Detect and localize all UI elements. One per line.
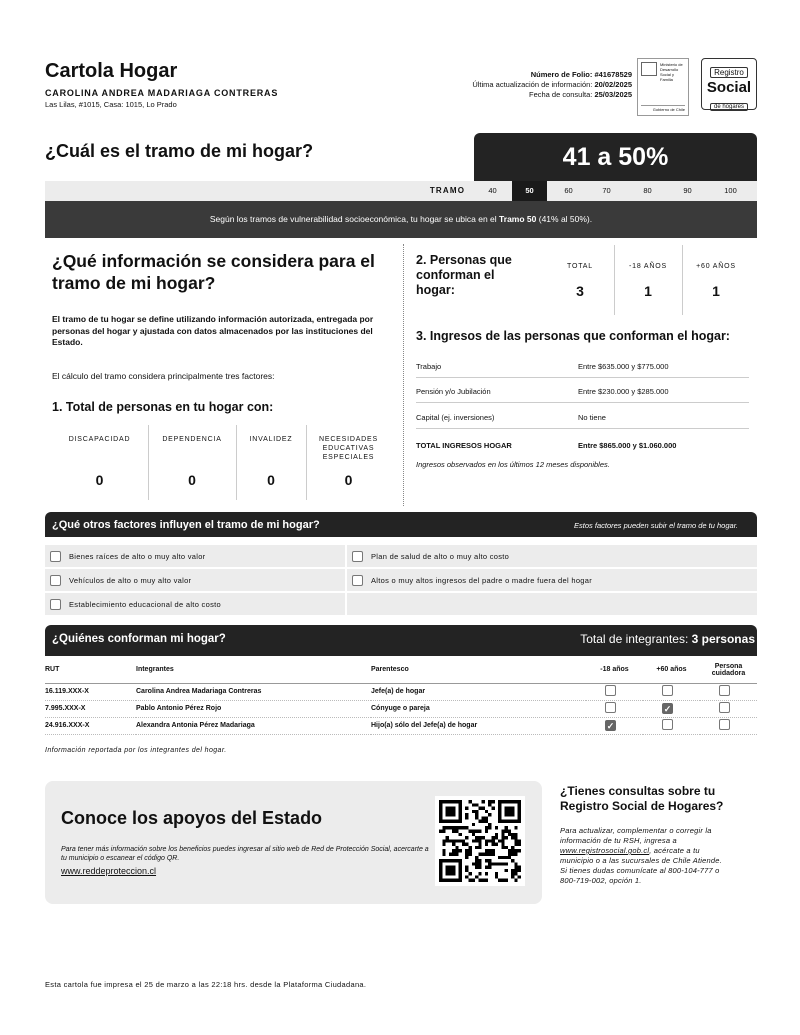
ministry-line-2: Desarrollo bbox=[660, 67, 679, 72]
ingresos-key: Trabajo bbox=[416, 361, 442, 371]
tramo-scale-label: TRAMO bbox=[429, 186, 466, 195]
tramo-msg-pre: Según los tramos de vulnerabilidad socioeconómica, tu hogar se ubica en el bbox=[209, 214, 500, 224]
cell-rut: 24.916.XXX-X bbox=[45, 717, 136, 734]
ingresos-total-value: Entre $865.000 y $1.060.000 bbox=[578, 441, 677, 450]
info-p1-a: El tramo de tu hogar se define utilizando bbox=[52, 314, 219, 324]
otros-item-label: Altos o muy altos ingresos del padre o madre fuera del hogar bbox=[371, 575, 593, 585]
tramo-cell: 90 bbox=[683, 186, 692, 195]
table-row bbox=[45, 683, 757, 700]
personas-total-label: TOTAL bbox=[567, 263, 593, 270]
updated-value: 20/02/2025 bbox=[594, 80, 632, 90]
otros-grid bbox=[45, 545, 757, 617]
ingresos-row bbox=[416, 380, 749, 403]
count-label-dependencia: DEPENDENCIA bbox=[162, 436, 222, 443]
col-integrantes: Integrantes bbox=[136, 657, 371, 683]
print-footer: Esta cartola fue impresa el 25 de marzo a las 22:18 hrs. desde la Plataforma Ciudadana. bbox=[45, 980, 367, 989]
otros-item-label: Plan de salud de alto o muy alto costo bbox=[371, 551, 510, 561]
checkbox[interactable] bbox=[719, 685, 730, 696]
integrantes-total-label: Total de integrantes: bbox=[580, 632, 692, 646]
count-value-nee: 0 bbox=[344, 472, 353, 488]
personas-u18-label: -18 AÑOS bbox=[629, 263, 667, 270]
integrantes-title: ¿Quiénes conforman mi hogar? bbox=[52, 633, 226, 645]
consultas-title: ¿Tienes consultas sobre tu Registro Social de Hogares? bbox=[560, 784, 724, 813]
consult-value: 25/03/2025 bbox=[594, 90, 632, 100]
section-divider bbox=[403, 244, 404, 506]
ingresos-key: Pensión y/o Jubilación bbox=[416, 386, 491, 396]
ingresos-value: No tiene bbox=[578, 412, 606, 422]
divider bbox=[682, 245, 683, 315]
integrantes-note: Información reportada por los integrantes del hogar. bbox=[45, 747, 227, 754]
cell-name: Carolina Andrea Madariaga Contreras bbox=[136, 683, 371, 700]
holder-address: Las Lilas, #1015, Casa: 1015, Lo Prado bbox=[45, 100, 177, 109]
tramo-msg-post: (41% al 50%). bbox=[536, 214, 593, 224]
chile-seal-icon bbox=[641, 62, 657, 76]
ingresos-title: 3. Ingresos de las personas que conforman el hogar: bbox=[416, 329, 730, 343]
cell-rel: Cónyuge o pareja bbox=[371, 700, 586, 717]
integrantes-total bbox=[580, 632, 755, 646]
cell-rel: Hijo(a) sólo del Jefe(a) de hogar bbox=[371, 717, 586, 734]
otros-item bbox=[45, 545, 345, 567]
section-1-title: 1. Total de personas en tu hogar con: bbox=[52, 400, 274, 414]
checkbox[interactable] bbox=[50, 551, 61, 562]
ministry-line-4: Familia bbox=[660, 77, 673, 82]
info-paragraph bbox=[52, 314, 387, 349]
personas-u18-value: 1 bbox=[644, 283, 652, 299]
tramo-cell: 70 bbox=[602, 186, 611, 195]
otros-row bbox=[45, 545, 757, 567]
rsh-logo-line-1: Registro bbox=[710, 67, 748, 78]
checkbox[interactable] bbox=[605, 685, 616, 696]
otros-note: Estos factores pueden subir el tramo de tu hogar. bbox=[574, 521, 738, 530]
otros-item-label: Establecimiento educacional de alto costo bbox=[69, 599, 221, 609]
table-row bbox=[45, 700, 757, 717]
integrantes-total-value: 3 personas bbox=[691, 632, 755, 646]
tramo-cell: 80 bbox=[643, 186, 652, 195]
table-header-row bbox=[45, 657, 757, 683]
folio-value: #41678529 bbox=[594, 70, 632, 79]
otros-item bbox=[45, 593, 345, 615]
consultas-text bbox=[560, 826, 730, 886]
ingresos-note: Ingresos observados en los últimos 12 meses disponibles. bbox=[416, 460, 610, 469]
count-value-dependencia: 0 bbox=[188, 472, 196, 488]
ingresos-total-row bbox=[416, 434, 749, 457]
apoyos-title: Conoce los apoyos del Estado bbox=[61, 808, 323, 828]
otros-item-label: Bienes raíces de alto o muy alto valor bbox=[69, 551, 206, 561]
tramo-question: ¿Cuál es el tramo de mi hogar? bbox=[45, 141, 314, 161]
ingresos-value: Entre $230.000 y $285.000 bbox=[578, 386, 669, 396]
tramo-msg-bold: Tramo 50 bbox=[499, 214, 537, 224]
ingresos-value: Entre $635.000 y $775.000 bbox=[578, 361, 669, 371]
cell-name: Pablo Antonio Pérez Rojo bbox=[136, 700, 371, 717]
personas-title: 2. Personas que conforman el hogar: bbox=[416, 253, 512, 297]
col-o60: +60 años bbox=[643, 657, 700, 683]
personas-o60-value: 1 bbox=[712, 283, 720, 299]
col-cuidadora: Persona cuidadora bbox=[700, 657, 757, 683]
cell-rut: 16.119.XXX-X bbox=[45, 683, 136, 700]
consultas-link[interactable]: www.registrosocial.gob.cl bbox=[560, 846, 650, 855]
otros-item-label: Vehículos de alto o muy alto valor bbox=[69, 575, 192, 585]
otros-item bbox=[345, 569, 757, 591]
col-rut: RUT bbox=[45, 657, 136, 683]
info-p1-b: información autorizada, bbox=[218, 314, 315, 324]
consultas-text-2: , acércate a tu municipio o a las sucursales de Chile Atiende. Si tienes dudas comunícate al 800-104-777 o 800-719-002, opción 1. bbox=[560, 846, 722, 885]
personas-total-value: 3 bbox=[576, 283, 584, 299]
cell-rut: 7.995.XXX-X bbox=[45, 700, 136, 717]
otros-title: ¿Qué otros factores influyen el tramo de mi hogar? bbox=[52, 519, 320, 531]
col-parentesco: Parentesco bbox=[371, 657, 586, 683]
checkbox[interactable] bbox=[662, 685, 673, 696]
info-p1-c: entregada por personas del hogar y ajustada con datos almacenados por las instituciones del Estado. bbox=[52, 314, 374, 347]
tramo-message bbox=[45, 201, 757, 238]
count-value-invalidez: 0 bbox=[267, 472, 275, 488]
consult-label: Fecha de consulta: bbox=[528, 90, 595, 100]
checkbox[interactable] bbox=[352, 575, 363, 586]
apoyos-link[interactable]: www.reddeproteccion.cl bbox=[61, 866, 157, 876]
ministry-logo bbox=[637, 58, 689, 116]
checkbox[interactable] bbox=[50, 599, 61, 610]
tramo-cell: 60 bbox=[564, 186, 573, 195]
count-label-nee: NECESIDADES EDUCATIVAS ESPECIALES bbox=[319, 436, 378, 461]
info-heading: ¿Qué información se considera para el tramo de mi hogar? bbox=[52, 251, 375, 293]
count-label-invalidez: INVALIDEZ bbox=[249, 436, 293, 443]
otros-item bbox=[45, 569, 345, 591]
cell-rel: Jefe(a) de hogar bbox=[371, 683, 586, 700]
consultas-text-1: Para actualizar, complementar o corregir la información de tu RSH, ingresa a bbox=[560, 826, 712, 845]
checkbox[interactable] bbox=[662, 719, 673, 730]
divider bbox=[614, 245, 615, 315]
count-value-discapacidad: 0 bbox=[95, 472, 104, 488]
holder-name: CAROLINA ANDREA MADARIAGA CONTRERAS bbox=[45, 88, 279, 98]
checkbox[interactable]: ✓ bbox=[663, 704, 672, 714]
apoyos-text: Para tener más información sobre los beneficios puedes ingresar al sitio web de Red de Protección Social, acercarte a tu municipio o escanear el código QR. bbox=[61, 846, 429, 862]
tramo-cell: 100 bbox=[724, 186, 737, 195]
table-row bbox=[45, 717, 757, 734]
checkbox[interactable]: ✓ bbox=[606, 721, 615, 731]
checkbox[interactable] bbox=[50, 575, 61, 586]
ministry-line-3: Social y bbox=[660, 72, 675, 77]
document-meta bbox=[472, 70, 632, 100]
info-paragraph-2: El cálculo del tramo considera principalmente tres factores: bbox=[52, 371, 275, 381]
ingresos-row bbox=[416, 355, 749, 378]
tramo-value: 41 a 50% bbox=[474, 133, 757, 181]
rsh-logo-line-2: Social bbox=[706, 79, 752, 96]
tramo-cell: 40 bbox=[488, 186, 497, 195]
col-u18: -18 años bbox=[586, 657, 643, 683]
checkbox[interactable] bbox=[605, 702, 616, 713]
otros-item-empty bbox=[345, 593, 757, 615]
ingresos-total-key: TOTAL INGRESOS HOGAR bbox=[416, 441, 512, 450]
folio-label: Número de Folio: bbox=[530, 70, 595, 79]
updated-label: Última actualización de información: bbox=[472, 80, 595, 90]
integrantes-table bbox=[45, 657, 757, 735]
qr-code-icon[interactable] bbox=[435, 796, 525, 886]
ministry-footer: Gobierno de Chile bbox=[641, 105, 685, 112]
cell-name: Alexandra Antonia Pérez Madariaga bbox=[136, 717, 371, 734]
rsh-logo-line-3: de hogares bbox=[710, 103, 748, 111]
otros-row bbox=[45, 593, 757, 615]
ministry-line-1: Ministerio de bbox=[660, 62, 683, 67]
ingresos-key: Capital (ej. inversiones) bbox=[416, 412, 495, 422]
otros-item bbox=[345, 545, 757, 567]
count-label-discapacidad: DISCAPACIDAD bbox=[68, 436, 131, 443]
tramo-cell-active: 50 bbox=[512, 181, 547, 201]
page-title: Cartola Hogar bbox=[45, 60, 178, 82]
personas-o60-label: +60 AÑOS bbox=[696, 263, 736, 270]
checkbox[interactable] bbox=[719, 719, 730, 730]
rsh-logo bbox=[701, 58, 757, 110]
otros-row bbox=[45, 569, 757, 591]
ingresos-row bbox=[416, 406, 749, 429]
checkbox[interactable] bbox=[719, 702, 730, 713]
checkbox[interactable] bbox=[352, 551, 363, 562]
